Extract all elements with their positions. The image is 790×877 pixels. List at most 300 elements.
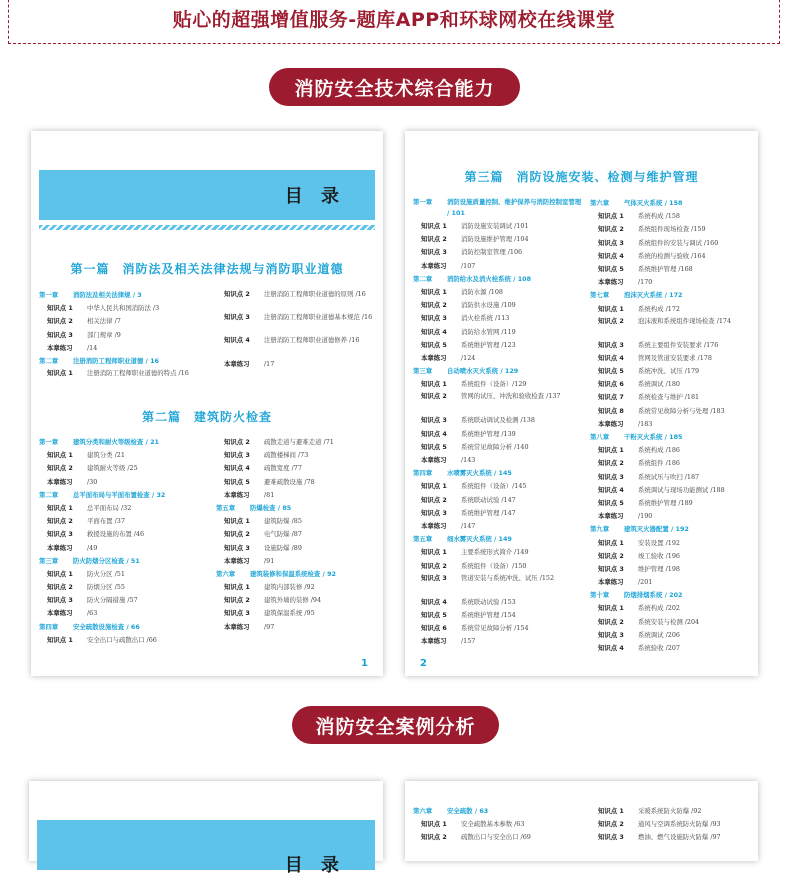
entry-label: 知识点 2	[421, 833, 447, 842]
entry-label: 知识点 1	[421, 287, 447, 296]
entry-text: 安全出口与疏散出口 /66	[87, 635, 157, 644]
toc-page-4	[405, 781, 758, 861]
toc-entry	[413, 378, 583, 391]
toc-entry	[413, 339, 583, 352]
entry-text: /63	[87, 609, 98, 618]
entry-label: 本章练习	[47, 343, 73, 352]
chapter-title: 建筑灭火器配置 / 192	[624, 525, 689, 534]
chapter-row	[590, 197, 753, 210]
chapter-title: 安全疏散 / 63	[447, 807, 489, 815]
entry-label: 知识点 3	[421, 573, 447, 582]
toc-entry	[590, 263, 753, 276]
entry-label: 知识点 1	[47, 304, 73, 313]
toc-entry	[413, 299, 583, 312]
toc-entry	[413, 391, 583, 414]
chapter-number: 第一章	[39, 438, 59, 446]
entry-label: 知识点 1	[598, 212, 624, 221]
entry-label: 本章练习	[224, 556, 250, 565]
toc-entry	[216, 515, 376, 528]
chapter-row	[216, 568, 376, 581]
entry-text: 维护管理 /198	[638, 564, 680, 573]
chapter-title: 建筑装修和保温系统检查 / 92	[250, 569, 336, 578]
entry-text: 疏散宽度 /77	[264, 464, 302, 473]
entry-text: 相关法律 /7	[87, 317, 121, 326]
toc-entry	[216, 335, 376, 358]
entry-text: 系统维护管理 /189	[638, 498, 693, 507]
entry-text: 消防设施安装调试 /101	[461, 222, 529, 230]
entry-text: 系统组件（设备）/150	[461, 561, 527, 570]
entry-label: 知识点 1	[47, 503, 73, 512]
toc-column	[413, 197, 583, 648]
entry-text: 建筑防爆 /85	[264, 517, 302, 526]
toc-entry	[590, 616, 753, 629]
chapter-number: 第七章	[590, 291, 610, 300]
toc-entry	[39, 515, 209, 528]
top-banner	[8, 0, 780, 44]
toc-entry	[216, 528, 376, 541]
entry-label: 知识点 2	[598, 820, 624, 829]
entry-label: 知识点 8	[598, 406, 624, 415]
chapter-title: 消防设施质量控制、维护保养与消防控制室管理 / 101	[447, 198, 582, 217]
entry-text: 燃油、燃气设施防火防爆 /97	[638, 833, 721, 842]
toc-entry	[216, 555, 376, 568]
entry-label: 本章练习	[47, 477, 73, 486]
toc-entry	[413, 635, 583, 648]
entry-text: 防火分隔措施 /57	[87, 596, 138, 605]
mulu-header	[37, 820, 375, 876]
entry-text: 系统维护管理 /168	[638, 264, 693, 273]
entry-label: 本章练习	[598, 512, 624, 521]
toc-entry	[590, 497, 753, 510]
entry-label: 知识点 3	[47, 330, 73, 339]
toc-entry	[39, 476, 209, 489]
entry-text: 救援设施的布置 /46	[87, 530, 145, 539]
entry-text: 安全疏散基本参数 /63	[461, 820, 525, 829]
entry-label: 知识点 1	[224, 517, 250, 526]
chapter-number: 第六章	[590, 199, 610, 207]
toc-entry	[590, 444, 753, 457]
toc-entry	[39, 581, 209, 594]
entry-label: 知识点 1	[598, 807, 624, 815]
chapter-title: 消防法及相关法律规 / 3	[73, 291, 142, 299]
chapter-number: 第一章	[39, 291, 59, 299]
entry-text: 消防控制室管理 /106	[461, 248, 523, 257]
entry-label: 知识点 4	[224, 336, 250, 344]
entry-text: 防烟分区 /55	[87, 583, 125, 592]
toc-entry	[590, 818, 753, 831]
entry-label: 知识点 3	[598, 564, 624, 573]
entry-label: 知识点 5	[598, 498, 624, 507]
entry-label: 知识点 3	[421, 248, 447, 257]
toc-entry	[39, 315, 209, 328]
entry-text: 系统调试与现场功能测试 /188	[638, 485, 725, 494]
page-number: 1	[361, 658, 368, 669]
entry-text: 系统联动调试及检测 /138	[461, 416, 535, 425]
toc-entry	[39, 594, 209, 607]
entry-label: 知识点 3	[224, 543, 250, 552]
entry-label: 本章练习	[421, 353, 447, 362]
chapter-title: 注册消防工程师职业道德 / 16	[73, 356, 159, 365]
entry-text: 系统调试 /180	[638, 380, 680, 389]
toc-entry	[413, 494, 583, 507]
entry-text: 建筑分类 /21	[87, 451, 125, 460]
entry-label: 知识点 1	[421, 820, 447, 829]
entry-label: 知识点 5	[598, 367, 624, 376]
chapter-row	[413, 365, 583, 378]
entry-text: 主要系统形式简介 /149	[461, 548, 529, 557]
chapter-row	[413, 805, 583, 818]
entry-label: 知识点 1	[47, 635, 73, 644]
chapter-number: 第二章	[413, 274, 433, 283]
toc-entry	[413, 546, 583, 559]
entry-text: 系统组件 /186	[638, 459, 680, 468]
entry-text: 安装设置 /192	[638, 538, 680, 547]
banner-text: 贴心的超强增值服务-题库APP和环球网校在线课堂	[172, 9, 616, 31]
entry-label: 知识点 2	[421, 561, 447, 570]
entry-label: 知识点 2	[421, 235, 447, 244]
entry-label: 知识点 2	[421, 392, 447, 401]
chapter-title: 细水雾灭火系统 / 149	[447, 535, 512, 544]
entry-text: 系统常见故障分析 /154	[461, 624, 529, 633]
toc-entry	[39, 449, 209, 462]
entry-text: 系统组件（设备）/145	[461, 482, 527, 491]
toc-entry	[216, 607, 376, 620]
entry-text: 系统构成 /202	[638, 604, 680, 613]
entry-label: 知识点 6	[598, 380, 624, 389]
entry-text: /14	[87, 343, 98, 352]
entry-label: 知识点 4	[598, 353, 624, 362]
toc-entry	[590, 223, 753, 236]
chapter-title: 安全疏散设施检查 / 66	[73, 622, 140, 631]
entry-label: 知识点 1	[598, 446, 624, 455]
entry-text: /143	[461, 456, 476, 464]
entry-label: 知识点 5	[421, 340, 447, 349]
entry-label: 本章练习	[598, 419, 624, 428]
toc-entry	[590, 391, 753, 404]
entry-text: 避难疏散设施 /78	[264, 477, 315, 486]
toc-entry	[590, 352, 753, 365]
toc-entry	[216, 449, 376, 462]
entry-text: /81	[264, 490, 275, 499]
toc-entry	[413, 609, 583, 622]
entry-label: 本章练习	[224, 490, 250, 499]
chapter-row	[39, 355, 209, 368]
entry-label: 本章练习	[598, 578, 624, 587]
chapter-row	[216, 502, 376, 515]
entry-text: 建筑保温系统 /95	[264, 609, 315, 618]
chapter-number: 第六章	[216, 569, 236, 578]
toc-entry	[590, 831, 753, 844]
toc-entry	[590, 642, 753, 655]
toc-column	[216, 289, 376, 371]
entry-text: 管网的试压、冲洗和验收检查 /137	[461, 392, 561, 401]
entry-label: 知识点 4	[421, 429, 447, 438]
entry-label: 知识点 2	[598, 459, 624, 468]
part-title-2: 第二篇 建筑防火检查	[141, 410, 272, 424]
entry-label: 知识点 3	[598, 472, 624, 481]
entry-text: 竣工验收 /196	[638, 551, 680, 560]
chapter-title: 总平面布局与平面布置检查 / 32	[73, 490, 166, 499]
entry-label: 知识点 2	[224, 438, 250, 446]
chapter-number: 第四章	[413, 469, 433, 478]
entry-label: 知识点 3	[421, 314, 447, 323]
entry-text: /30	[87, 477, 98, 486]
toc-entry	[590, 537, 753, 550]
toc-entry	[216, 621, 376, 634]
entry-label: 知识点 2	[47, 517, 73, 526]
entry-text: 消防设施维护管理 /104	[461, 235, 529, 244]
entry-label: 知识点 1	[421, 222, 447, 230]
entry-text: 总平面布局 /32	[87, 503, 132, 512]
part-title-3: 第三篇 消防设施安装、检测与维护管理	[464, 170, 699, 184]
entry-label: 知识点 3	[598, 238, 624, 247]
toc-entry	[413, 454, 583, 467]
toc-entry	[413, 326, 583, 339]
entry-text: 系统常见故障分析 /140	[461, 442, 529, 451]
toc-entry	[413, 414, 583, 427]
entry-label: 知识点 2	[598, 316, 624, 325]
entry-text: 管道安装与系统冲洗、试压 /152	[461, 573, 555, 582]
entry-text: 系统组件的安装与调试 /160	[638, 238, 719, 247]
toc-entry	[39, 634, 209, 647]
toc-entry	[413, 480, 583, 493]
entry-label: 知识点 2	[47, 317, 73, 326]
chapter-title: 自动喷水灭火系统 / 129	[447, 367, 519, 376]
toc-entry	[413, 246, 583, 259]
entry-text: 疏散走道与避难走道 /71	[264, 438, 334, 446]
toc-entry	[413, 507, 583, 520]
chapter-row	[413, 467, 583, 480]
entry-text: /124	[461, 353, 476, 362]
entry-text: 系统调试 /206	[638, 630, 680, 639]
entry-text: /17	[264, 360, 275, 368]
toc-column	[413, 805, 583, 845]
entry-text: /190	[638, 512, 653, 521]
entry-text: /91	[264, 556, 275, 565]
entry-text: 消防供水设施 /109	[461, 301, 516, 310]
chapter-row	[39, 289, 209, 302]
toc-entry	[413, 818, 583, 831]
entry-label: 本章练习	[47, 609, 73, 618]
entry-text: 建筑内部装修 /92	[264, 583, 315, 592]
toc-entry	[590, 563, 753, 576]
toc-column	[39, 289, 209, 391]
entry-text: 系统构成 /186	[638, 446, 680, 455]
chapter-title: 气体灭火系统 / 158	[624, 199, 683, 207]
entry-label: 知识点 3	[224, 451, 250, 460]
toc-entry	[590, 276, 753, 289]
entry-text: 消火栓系统 /113	[461, 314, 510, 323]
toc-page-1	[31, 131, 383, 676]
chapter-number: 第四章	[39, 622, 59, 631]
toc-entry	[216, 436, 376, 449]
chapter-row	[413, 197, 583, 220]
toc-entry	[590, 629, 753, 642]
entry-text: 系统构成 /172	[638, 304, 680, 313]
chapter-number: 第八章	[590, 433, 610, 441]
toc-entry	[590, 405, 753, 418]
entry-label: 知识点 2	[47, 583, 73, 592]
toc-entry	[590, 576, 753, 589]
entry-text: /97	[264, 622, 275, 631]
entry-text: 采暖系统防火防爆 /92	[638, 807, 702, 815]
entry-label: 本章练习	[421, 456, 447, 464]
toc-entry	[216, 358, 376, 371]
entry-label: 知识点 1	[598, 538, 624, 547]
toc-entry	[413, 286, 583, 299]
entry-text: 系统联动试验 /147	[461, 495, 516, 504]
entry-text: 建筑外墙的装修 /94	[264, 596, 322, 605]
entry-text: 系统联动试验 /153	[461, 597, 516, 606]
toc-column	[216, 436, 376, 634]
entry-label: 知识点 4	[421, 597, 447, 606]
toc-entry	[590, 339, 753, 352]
toc-entry	[39, 329, 209, 342]
toc-entry	[413, 312, 583, 325]
toc-column	[590, 197, 753, 655]
entry-label: 知识点 3	[47, 530, 73, 539]
entry-text: /201	[638, 578, 653, 587]
chapter-number: 第五章	[216, 503, 236, 512]
toc-entry	[39, 342, 209, 355]
entry-text: 中华人民共和国消防法 /3	[87, 304, 160, 313]
entry-label: 知识点 5	[598, 264, 624, 273]
chapter-row	[413, 533, 583, 546]
chapter-title: 水喷雾灭火系统 / 145	[447, 469, 512, 478]
chapter-row	[590, 289, 753, 302]
toc-entry	[590, 378, 753, 391]
entry-label: 知识点 5	[224, 477, 250, 486]
chapter-row	[39, 436, 209, 449]
entry-text: 系统的检测与验收 /164	[638, 251, 706, 260]
entry-text: 疏散楼梯间 /73	[264, 451, 309, 460]
entry-text: 注册消防工程师职业道德的特点 /16	[87, 369, 189, 378]
chapter-title: 建筑分类和耐火等级检查 / 21	[73, 438, 159, 446]
toc-entry	[590, 303, 753, 316]
entry-label: 知识点 7	[598, 393, 624, 402]
toc-entry	[413, 428, 583, 441]
entry-text: 管网及管道安装要求 /178	[638, 353, 712, 362]
entry-text: /49	[87, 543, 98, 552]
entry-text: 疏散出口与安全出口 /69	[461, 833, 531, 842]
entry-text: 通风与空调系统防火防爆 /93	[638, 820, 721, 829]
section-title-2: 消防安全案例分析	[292, 706, 499, 744]
entry-label: 知识点 1	[421, 482, 447, 491]
entry-text: 系统检查与维护 /181	[638, 393, 700, 402]
toc-entry	[216, 312, 376, 335]
chapter-number: 第六章	[413, 807, 433, 815]
entry-label: 知识点 3	[598, 833, 624, 842]
chapter-row	[590, 523, 753, 536]
chapter-row	[590, 589, 753, 602]
toc-entry	[590, 457, 753, 470]
toc-entry	[216, 542, 376, 555]
page-number: 2	[420, 658, 427, 669]
toc-entry	[413, 831, 583, 844]
toc-entry	[39, 607, 209, 620]
toc-page-3	[29, 781, 383, 876]
chapter-title: 防烟排烟系统 / 202	[624, 591, 683, 600]
chapter-row	[413, 273, 583, 286]
entry-label: 知识点 2	[421, 301, 447, 310]
entry-label: 知识点 1	[47, 369, 73, 378]
entry-text: /157	[461, 637, 476, 646]
entry-label: 知识点 3	[224, 609, 250, 618]
toc-entry	[413, 573, 583, 596]
entry-label: 本章练习	[224, 360, 250, 368]
entry-text: 系统维护管理 /147	[461, 508, 516, 517]
toc-entry	[413, 560, 583, 573]
toc-entry	[413, 622, 583, 635]
entry-text: 系统常见故障分析与处理 /183	[638, 406, 725, 415]
entry-label: 知识点 6	[421, 624, 447, 633]
entry-label: 知识点 4	[598, 485, 624, 494]
entry-label: 本章练习	[421, 637, 447, 646]
entry-text: 系统维护管理 /154	[461, 610, 516, 619]
toc-entry	[413, 260, 583, 273]
entry-text: /183	[638, 419, 653, 428]
entry-text: 系统维护管理 /123	[461, 340, 516, 349]
toc-entry	[413, 520, 583, 533]
toc-entry	[39, 542, 209, 555]
toc-entry	[590, 365, 753, 378]
chapter-title: 防火防烟分区检查 / 51	[73, 556, 140, 565]
entry-text: 设施防爆 /89	[264, 543, 302, 552]
mulu-title: 目 录	[284, 855, 345, 876]
chapter-number: 第三章	[39, 556, 59, 565]
entry-label: 知识点 2	[224, 290, 250, 298]
entry-label: 知识点 1	[598, 604, 624, 613]
entry-text: 系统试压与吹扫 /187	[638, 472, 700, 481]
toc-entry	[413, 441, 583, 454]
entry-label: 知识点 1	[421, 380, 447, 389]
entry-text: 系统安装与检测 /204	[638, 617, 700, 626]
toc-entry	[413, 596, 583, 609]
entry-text: 电气防爆 /87	[264, 530, 302, 539]
entry-text: 建筑耐火等级 /25	[87, 464, 138, 473]
mulu-stripe	[39, 225, 375, 230]
toc-entry	[590, 550, 753, 563]
entry-label: 知识点 5	[421, 610, 447, 619]
entry-label: 知识点 2	[598, 617, 624, 626]
entry-label: 知识点 5	[421, 442, 447, 451]
toc-entry	[39, 462, 209, 475]
toc-entry	[39, 568, 209, 581]
entry-text: 部门规章 /9	[87, 330, 121, 339]
entry-label: 知识点 1	[598, 304, 624, 313]
toc-entry	[216, 289, 376, 312]
chapter-number: 第三章	[413, 367, 433, 376]
toc-entry	[590, 237, 753, 250]
chapter-row	[590, 431, 753, 444]
entry-label: 知识点 2	[421, 495, 447, 504]
section-title-1: 消防安全技术综合能力	[269, 68, 520, 106]
entry-label: 知识点 2	[224, 596, 250, 605]
toc-entry	[590, 471, 753, 484]
chapter-number: 第二章	[39, 356, 59, 365]
toc-page-2	[405, 131, 758, 676]
chapter-title: 干粉灭火系统 / 185	[624, 433, 683, 441]
toc-column	[590, 805, 753, 845]
toc-entry	[39, 528, 209, 541]
entry-text: 注册消防工程师职业道德修养 /16	[264, 336, 360, 344]
chapter-title: 消防给水及消火栓系统 / 108	[447, 274, 532, 283]
toc-entry	[590, 418, 753, 431]
toc-entry	[413, 352, 583, 365]
entry-text: /107	[461, 261, 476, 270]
toc-entry	[216, 476, 376, 489]
toc-column	[39, 436, 209, 647]
